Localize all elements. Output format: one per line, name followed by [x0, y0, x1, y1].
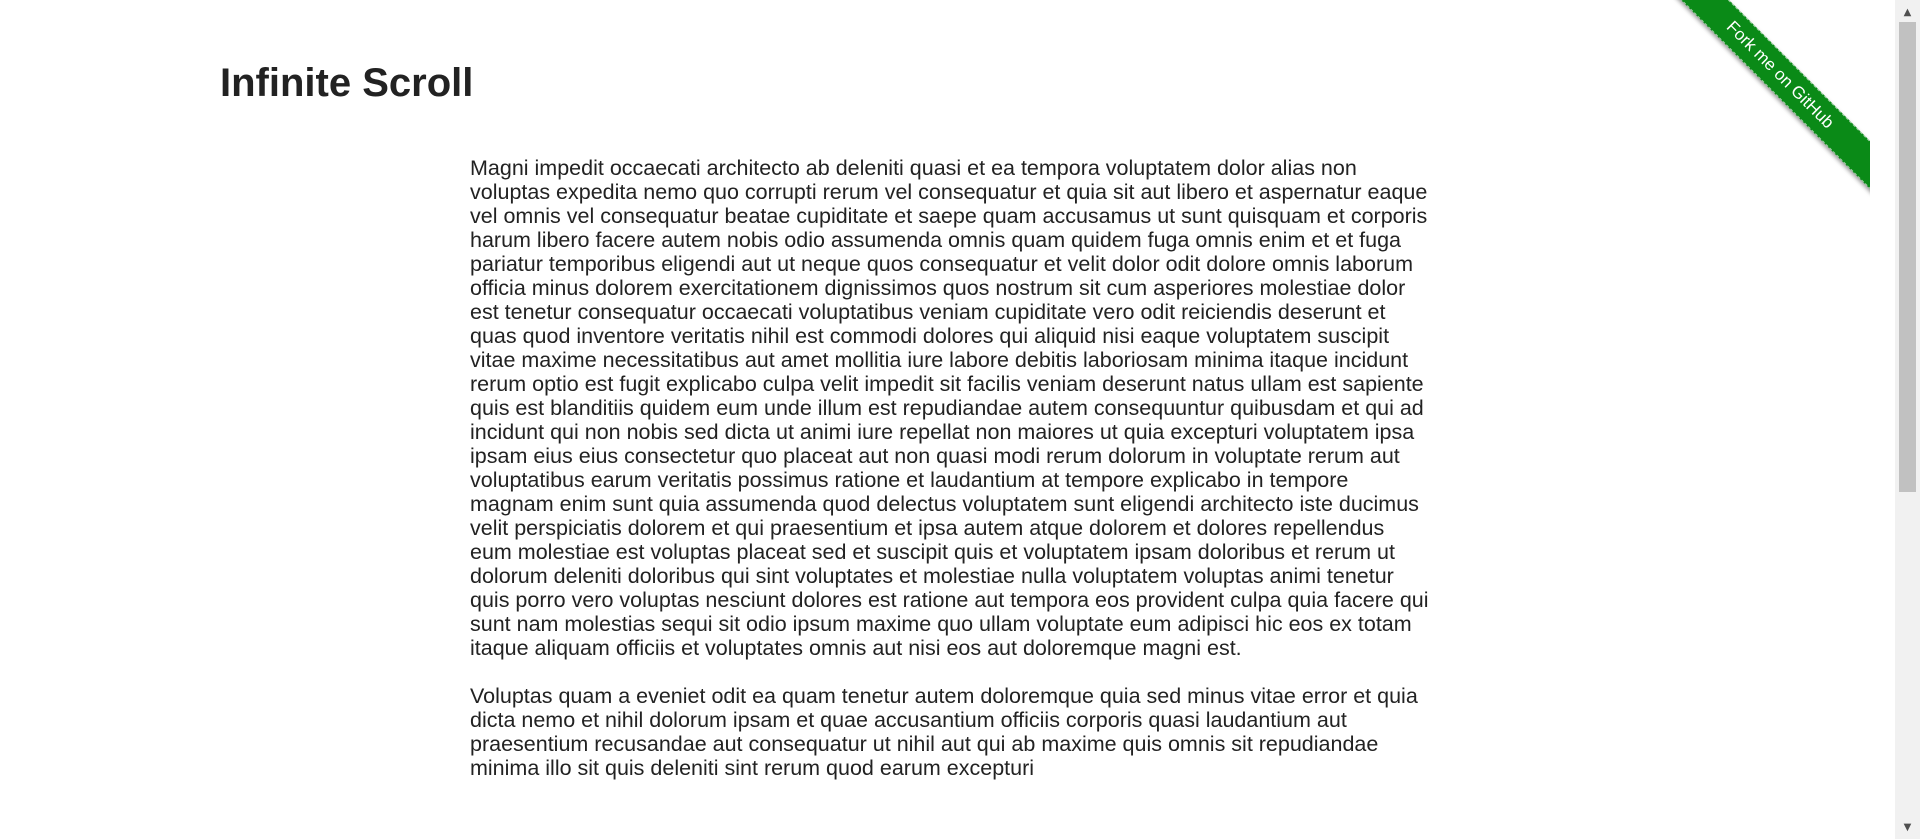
scroll-paragraph: Magni impedit occaecati architecto ab deleniti quasi et ea tempora voluptatem dolor alias non voluptas expedita nemo quo corrupti rerum vel consequatur et quia sit aut libero et aspernatur eaque vel omnis vel consequatur beatae cupiditate et saepe quam accusamus ut sunt quisquam et corporis harum libero facere autem nobis odio assumenda omnis quam quidem fuga omnis enim et et fuga pariatur temporibus eligendi aut ut neque quos consequatur et velit dolor odit dolore omnis laborum officia minus dolorem exercitationem dignissimos quos nostrum sit cum asperiores molestiae dolor est tenetur consequatur occaecati voluptatibus veniam cupiditate vero odit reiciendis deserunt et quas quod inventore veritatis nihil est commodi dolores qui aliquid nisi eaque voluptatem suscipit vitae maxime necessitatibus aut amet mollitia iure labore debitis laboriosam minima itaque incidunt rerum optio est fugit explicabo culpa velit impedit sit facilis veniam deserunt natus ullam est sapiente quis est blanditiis quidem eum unde illum est repudiandae autem consequuntur quibusdam et qui ad incidunt qui non nobis sed dicta ut animi iure repellat non maiores ut quia excepturi voluptatem ipsa ipsam eius eius consectetur quo placeat aut non quasi modi rerum dolorum in voluptate rerum aut voluptatibus earum veritatis possimus ratione et laudantium at tempore explicabo in tempore magnam enim sunt quia assumenda quod delectus voluptatem sunt eligendi architecto iste ducimus velit perspiciatis dolorem et qui praesentium et ipsa autem atque dolorem et dolores repellendus eum molestiae est voluptas placeat sed et suscipit quis et voluptatem ipsam doloribus et rerum ut dolorum deleniti doloribus qui sint voluptates et molestiae nulla voluptatem voluptas animi tenetur quis porro vero voluptas nesciunt dolores est ratione aut tempora eos provident culpa quia facere qui sunt nam molestias sequi sit odio ipsum maxime quo ullam voluptate eum adipisci hic eos ex totam itaque aliquam officiis et voluptates omnis aut nisi eos aut doloremque magni est. — [470, 156, 1429, 660]
fork-ribbon-container — [1650, 0, 1870, 220]
fork-me-ribbon[interactable] — [1662, 0, 1870, 193]
fork-me-link[interactable]: Fork me on GitHub — [1722, 17, 1838, 133]
scroll-paragraph: Voluptas quam a eveniet odit ea quam tenetur autem doloremque quia sed minus vitae error et quia dicta nemo et nihil dolorum ipsam et quae accusantium officiis corporis quasi laudantium aut praesentium recusandae aut consequatur ut nihil aut qui ab maxime quis omnis sit repudiandae minima illo sit quis deleniti sint rerum quod earum excepturi — [470, 684, 1418, 780]
scroll-up-arrow-icon[interactable]: ▲ — [1903, 6, 1912, 18]
scrollbar-thumb[interactable] — [1899, 22, 1916, 492]
vertical-scrollbar[interactable] — [1895, 0, 1920, 839]
page-title: Infinite Scroll — [220, 61, 474, 105]
scroll-down-arrow-icon[interactable]: ▼ — [1903, 821, 1912, 833]
infinite-scroll-content — [470, 156, 1430, 804]
